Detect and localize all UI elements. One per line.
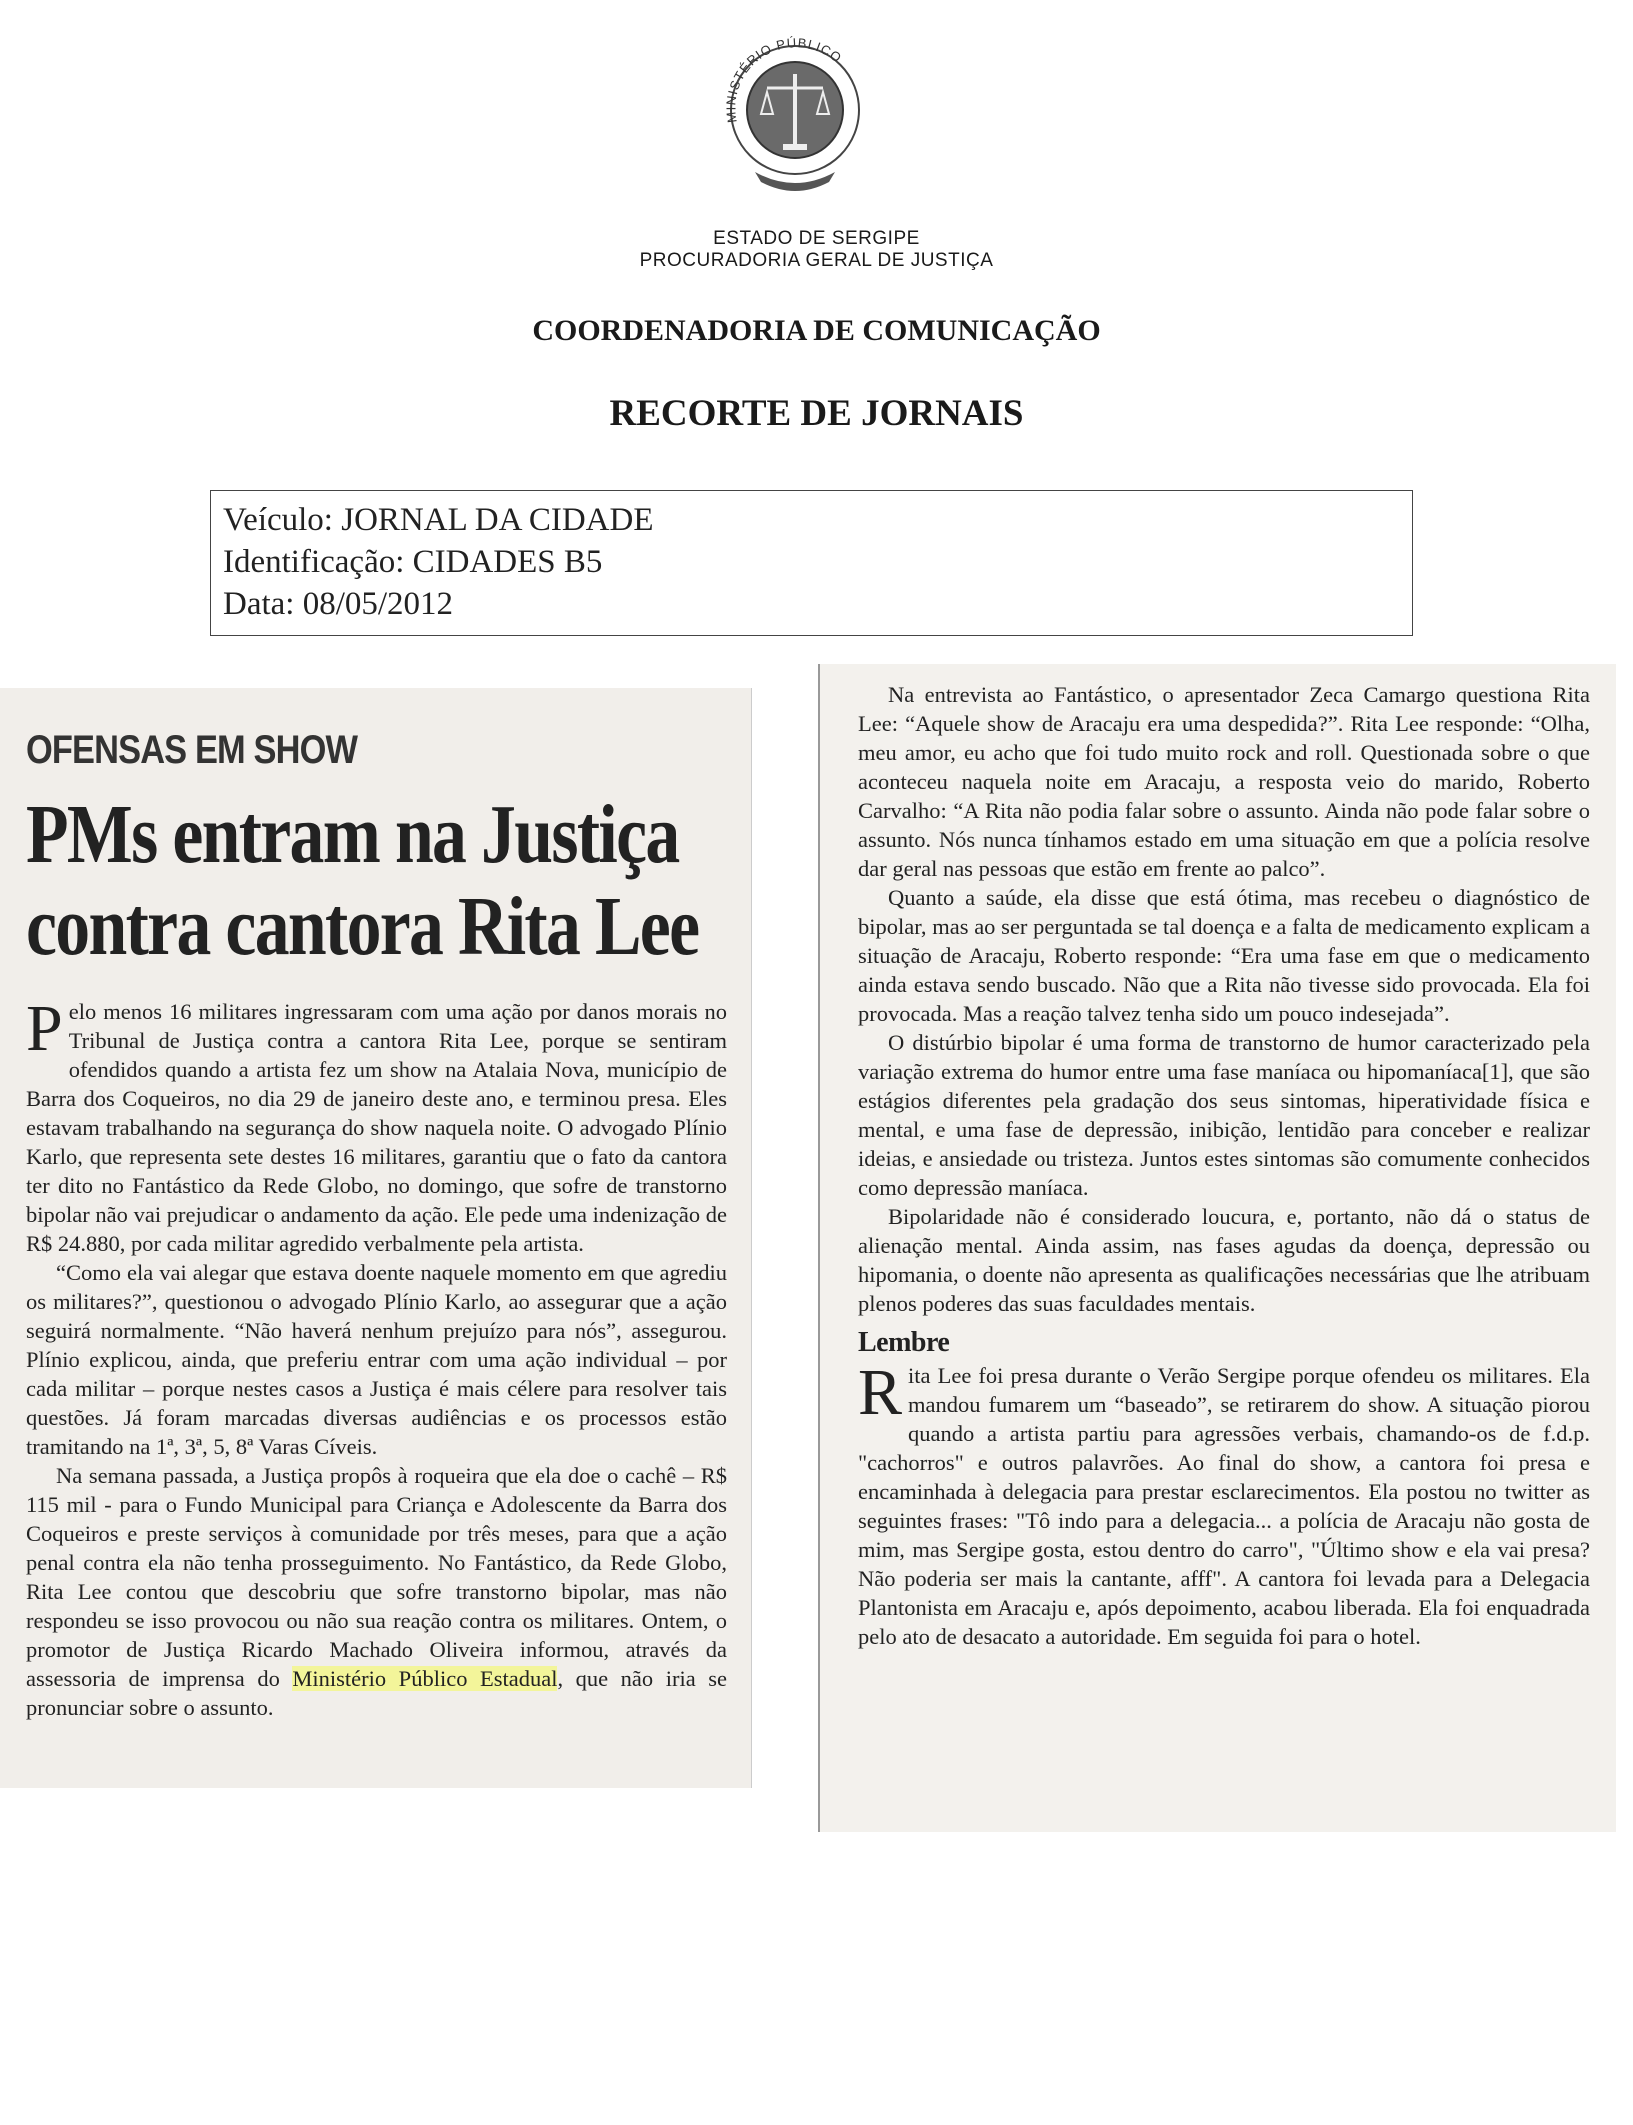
article-clipping-left	[0, 688, 752, 1788]
article-kicker: OFENSAS EM SHOW	[26, 728, 358, 772]
article-body-left	[26, 992, 727, 1722]
page-title: RECORTE DE JORNAIS	[609, 393, 1024, 434]
lembre-paragraph: Rita Lee foi presa durante o Verão Sergipe porque ofendeu os militares. Ela mandou fumarem um “baseado”, se retirarem do show. A situação piorou quando a artista partiu para agressões verbais, chamando-os de f.d.p. "cachorros" e outros palavrões. Ao final do show, a cantora foi presa e encaminhada à delegacia para prestar esclarecimentos. Ela postou no twitter as seguintes frases: "Tô indo para a delegacia... a polícia de Aracaju não gosta de mim, mas Sergipe gosta, estou dentro do carro", "Último show e ela vai presa? Não poderia ser mais la cantante, afff". A cantora foi levada para a Delegacia Plantonista em Aracaju e, após depoimento, acabou liberada. Ela foi enquadrada pelo ato de desacato a autoridade. Em seguida foi para o hotel.	[858, 1356, 1590, 1649]
headline-line-1: PMs entram na Justiça	[26, 788, 679, 881]
paragraph-1: Pelo menos 16 militares ingressaram com uma ação por danos morais no Tribunal de Justiça contra a cantora Rita Lee, porque se sentiram ofendidos quando a artista fez um show na Atalaia Nova, município de Barra dos Coqueiros, no dia 29 de janeiro deste ano, e terminou presa. Eles estavam trabalhando na segurança do show naquela noite. O advogado Plínio Karlo, que representa sete destes 16 militares, garantiu que o fato da cantora ter dito no Fantástico da Rede Globo, no domingo, que sofre de transtorno bipolar não vai prejudicar o andamento da ação. Ele pede uma indenização de R$ 24.880, por cada militar agredido verbalmente pela artista.	[26, 992, 727, 1256]
date-line: Data: 08/05/2012	[223, 586, 454, 622]
article-body-right	[858, 680, 1590, 1651]
drop-cap-r: R	[858, 1356, 903, 1429]
seal-ring-text: MINISTÉRIO PÚBLICO	[723, 35, 845, 124]
paragraph-r3: O distúrbio bipolar é uma forma de transtorno de humor caracterizado pela variação extrema do humor entre uma fase maníaca ou hipomaníaca[1], que são estágios diferentes pela gradação dos seus sintomas, hiperatividade física e mental, e uma fase de depressão, inibição, lentidão para conceber e realizar ideias, e ansiedade ou tristeza. Juntos estes sintomas são comumente conhecidos como depressão maníaca.	[858, 1030, 1590, 1200]
ministerio-publico-seal	[705, 22, 885, 202]
office-heading: PROCURADORIA GERAL DE JUSTIÇA	[639, 250, 994, 271]
paragraph-r2: Quanto a saúde, ela disse que está ótima, mas recebeu o diagnóstico de bipolar, mas ao ser perguntada se tal doença e a falta de medicamento explicam a situação de Aracaju, Roberto responde: “Era uma fase em que o medicamento ainda estava sendo buscado. Não que a Rita não tivesse sido provocada. Ela foi provocada. Mas a reação talvez tenha sido um pouco indesejada”.	[858, 885, 1590, 1026]
paragraph-2: “Como ela vai alegar que estava doente naquele momento em que agrediu os militares?”, questionou o advogado Plínio Karlo, ao assegurar que a ação seguirá normalmente. “Não haverá nenhum prejuízo para nós”, assegurou. Plínio explicou, ainda, que preferiu entrar com uma ação individual – por cada militar – porque nestes casos a Justiça é mais célere para resolver tais questões. Já foram marcadas diversas audiências e os processos estão tramitando na 1ª, 3ª, 5, 8ª Varas Cíveis.	[26, 1260, 727, 1459]
clipping-info-box	[210, 490, 1413, 636]
article-headline	[26, 789, 723, 973]
drop-cap: P	[26, 992, 63, 1065]
state-heading: ESTADO DE SERGIPE	[713, 228, 920, 249]
lembre-subhead: Lembre	[858, 1327, 950, 1358]
article-clipping-right	[818, 664, 1616, 1832]
identification-line: Identificação: CIDADES B5	[223, 544, 603, 580]
highlighted-text: Ministério Público Estadual	[292, 1666, 558, 1691]
paragraph-3: Na semana passada, a Justiça propôs à roqueira que ela doe o cachê – R$ 115 mil - para o Fundo Municipal para Criança e Adolescente da Barra dos Coqueiros e preste serviços à comunidade por três meses, para que a ação penal contra ela não tenha prosseguimento. No Fantástico, da Rede Globo, Rita Lee contou que descobriu que sofre transtorno bipolar, mas não respondeu se isso provocou ou não sua reação contra os militares. Ontem, o promotor de Justiça Ricardo Machado Oliveira informou, através da assessoria de imprensa do Ministério Público Estadual, que não iria se pronunciar sobre o assunto.	[26, 1463, 727, 1720]
paragraph-r1: Na entrevista ao Fantástico, o apresentador Zeca Camargo questiona Rita Lee: “Aquele show de Aracaju era uma despedida?”. Rita Lee responde: “Olha, meu amor, eu acho que foi tudo muito rock and roll. Questionada sobre o que aconteceu naquela noite em Aracaju, a resposta veio do marido, Roberto Carvalho: “A Rita não podia falar sobre o assunto. Ainda não pode falar sobre o assunto. Nós nunca tínhamos estado em uma situação em que a polícia resolve dar geral nas pessoas que estão em frente ao palco”.	[858, 682, 1590, 881]
vehicle-line: Veículo: JORNAL DA CIDADE	[223, 502, 654, 538]
paragraph-r4: Bipolaridade não é considerado loucura, e, portanto, não dá o status de alienação mental. Ainda assim, nas fases agudas da doença, depressão ou hipomania, o doente não apresenta as qualificações necessárias que lhe atribuam plenos poderes das suas faculdades mentais.	[858, 1204, 1590, 1316]
department-heading: COORDENADORIA DE COMUNICAÇÃO	[532, 314, 1101, 347]
headline-line-2: contra cantora Rita Lee	[26, 880, 699, 973]
